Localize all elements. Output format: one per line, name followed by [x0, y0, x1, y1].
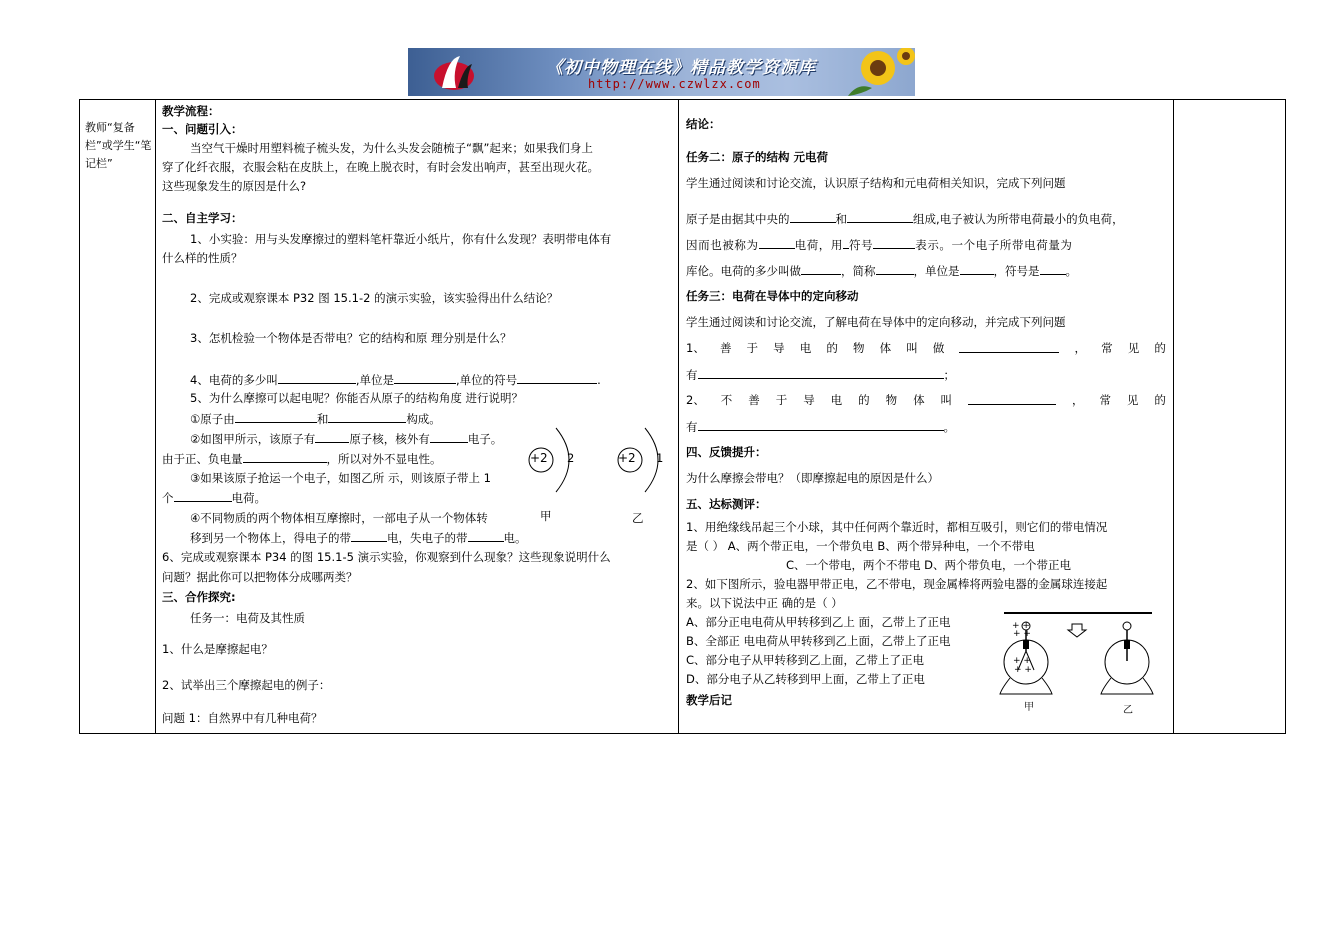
figure-label-b: 乙: [1123, 705, 1133, 716]
insulator-question: [686, 392, 1166, 408]
text: 库伦。电荷的多少叫做: [686, 264, 801, 278]
plus-sign: + +: [1012, 621, 1030, 631]
text: 因而也被称为: [686, 238, 759, 252]
section-1-title: 一、问题引入：: [162, 122, 243, 136]
text: ，: [1074, 341, 1087, 355]
text: 有: [686, 368, 698, 382]
question-5-1: [190, 410, 441, 427]
question-3: 3、怎机检验一个物体是否带电？它的结构和原 理分别是什么？: [190, 331, 512, 345]
text: 和: [316, 412, 329, 426]
task-2-intro: 学生通过阅读和讨论交流，认识原子结构和元电荷相关知识，完成下列问题: [686, 176, 1066, 190]
blank[interactable]: [235, 410, 317, 423]
blank[interactable]: [278, 371, 356, 384]
blank[interactable]: [759, 236, 795, 249]
paragraph: 当空气干燥时用塑料梳子梳头发，为什么头发会随梳子“飘”起来；如果我们身上: [190, 141, 593, 155]
text: 的: [1154, 341, 1166, 355]
text: ,单位的符号: [455, 373, 518, 387]
question-4: 4、电荷的多少叫 ,单位是 ,单位的符号 .: [190, 373, 601, 387]
text: ，单位是: [913, 264, 960, 278]
text: 体: [879, 341, 892, 355]
electroscope-b-ball: [1123, 622, 1131, 630]
text: 电荷，用: [794, 238, 844, 252]
text: 2、: [686, 393, 705, 407]
conductor-question: [686, 340, 1166, 356]
coop-q1: 1、什么是摩擦起电？: [162, 642, 273, 656]
question-5-3-cont: [162, 489, 266, 506]
text: 的: [1154, 393, 1166, 407]
atom-b-charge: +2: [618, 451, 636, 465]
text: 常: [1099, 393, 1111, 407]
task-1: 任务一：电荷及其性质: [190, 611, 305, 625]
blank[interactable]: [174, 489, 232, 502]
atom-question-line-3: [686, 262, 1077, 279]
text: 于: [775, 393, 788, 407]
flow-heading: 教学流程：: [162, 104, 220, 118]
logo-icon: [430, 52, 480, 94]
arrow-down-icon: [1068, 624, 1086, 637]
atom-question-line-2: [686, 236, 1073, 253]
blank[interactable]: [960, 262, 994, 275]
feedback-question: 为什么摩擦会带电？（即摩擦起电的原因是什么）: [686, 471, 939, 485]
task-3-intro: 学生通过阅读和讨论交流，了解电荷在导体中的定向移动，并完成下列问题: [686, 315, 1066, 329]
blank[interactable]: [394, 371, 456, 384]
side-note: 教师“复备栏”或学生“笔记栏”: [85, 121, 152, 170]
text: 电子。: [467, 432, 503, 446]
electroscope-figure: [998, 606, 1158, 716]
text: 于: [746, 341, 759, 355]
exercise-2: 2、如下图所示，验电器甲带正电，乙不带电，现金属棒将两验电器的金属球连接起: [686, 577, 1108, 591]
text: 组成,电子被认为所带电荷最小的负电荷，: [913, 212, 1124, 226]
text: 有: [686, 420, 698, 434]
atom-b-label: 乙: [632, 511, 644, 525]
question-6-cont: 问题？据此你可以把物体分成哪两类？: [162, 570, 358, 584]
text: ②如图甲所示，该原子有: [190, 432, 316, 446]
text: 电荷。: [231, 491, 266, 505]
option-d: D、部分电子从乙转移到甲上面，乙带上了正电: [686, 672, 925, 686]
text: 由于正、负电量: [162, 452, 243, 466]
atom-a-label: 甲: [540, 509, 552, 523]
question-5-4: ④不同物质的两个物体相互摩擦时，一部电子从一个物体转: [190, 511, 488, 525]
blank[interactable]: [959, 340, 1059, 353]
section-5-title: 五、达标测评：: [686, 497, 767, 511]
text: 原子核，核外有: [349, 432, 430, 446]
option-b: B、全部正 电电荷从甲转移到乙上面，乙带上了正电: [686, 634, 951, 648]
insulator-examples: [686, 418, 955, 435]
text: ，所以对外不显电性。: [326, 452, 442, 466]
text: ，简称: [841, 264, 876, 278]
blank[interactable]: [876, 262, 914, 275]
text: ，符号是: [993, 264, 1040, 278]
coop-q3: 问题 1：自然界中有几种电荷？: [162, 711, 323, 725]
question-5: 5、为什么摩擦可以起电呢？你能否从原子的结构角度 进行说明？: [190, 391, 523, 405]
blank[interactable]: [468, 529, 504, 542]
atom-a-electrons: 2: [567, 451, 575, 465]
question-6: 6、完成或观察课本 P34 的图 15.1-5 演示实验，你观察到什么现象？这些现象说明什么: [162, 550, 611, 564]
exercise-1: 1、用绝缘线吊起三个小球，其中任何两个靠近时，都相互吸引，则它们的带电情况: [686, 520, 1108, 534]
conclusion: 结论：: [686, 117, 721, 131]
text: 表示。一个电子所带电荷量为: [915, 238, 1073, 252]
header-banner: [408, 48, 915, 96]
atom-question-line-1: [686, 210, 1124, 227]
blank[interactable]: [517, 371, 597, 384]
text: 导: [773, 341, 785, 355]
text: 见: [1126, 393, 1139, 407]
text: ,单位是: [355, 373, 394, 387]
afterword-title: 教学后记: [686, 693, 732, 707]
text: 善: [719, 341, 732, 355]
blank[interactable]: [847, 210, 913, 223]
text: 叫: [906, 341, 918, 355]
section-3-title: 三、合作探究:: [162, 590, 236, 604]
plus-sign: + +: [1013, 656, 1031, 666]
text: 的: [858, 393, 870, 407]
option-c: C、部分电子从甲转移到乙上面，乙带上了正电: [686, 653, 925, 667]
blank[interactable]: [801, 262, 841, 275]
task-2-title: 任务二：原子的结构 元电荷: [686, 150, 829, 164]
coop-q2: 2、试举出三个摩擦起电的例子：: [162, 678, 331, 692]
text: 构成。: [406, 412, 441, 426]
text: 电。: [503, 531, 527, 545]
text: 体: [913, 393, 925, 407]
plus-sign: + +: [1013, 629, 1031, 639]
question-5-2: [190, 430, 502, 447]
blank[interactable]: [1040, 262, 1066, 275]
plus-sign: + +: [1014, 665, 1032, 675]
text: 叫: [940, 393, 953, 407]
text: ，: [1071, 393, 1084, 407]
conductor-examples: [686, 366, 955, 383]
blank[interactable]: [243, 450, 327, 463]
text: 原子是由据其中央的: [686, 212, 790, 226]
text: 物: [885, 393, 898, 407]
question-5-4-cont: [190, 529, 527, 546]
text: 4、电荷的多少叫: [190, 373, 278, 387]
blank[interactable]: [698, 418, 944, 431]
text: 和: [835, 212, 847, 226]
text: ；: [943, 368, 955, 382]
text: 善: [748, 393, 760, 407]
exercise-1-options-a: 是（ ） A、两个带正电，一个带负电 B、两个带异种电，一个不带电: [686, 539, 1035, 553]
blank[interactable]: [351, 529, 387, 542]
question-1: 1、小实验：用与头发摩擦过的塑料笔杆靠近小纸片，你有什么发现？表明带电体有: [190, 232, 612, 246]
electroscope-b-plug: [1124, 640, 1130, 649]
blank[interactable]: [790, 210, 836, 223]
text: 不: [720, 393, 733, 407]
text: 移到另一个物体上，得电子的带: [190, 531, 351, 545]
blank[interactable]: [315, 430, 349, 443]
column-divider: [678, 100, 679, 733]
banner-url: http://www.czwlzx.com: [588, 77, 761, 91]
question-1-cont: 什么样的性质？: [162, 251, 243, 265]
blank[interactable]: [328, 410, 406, 423]
text: 物: [852, 341, 865, 355]
exercise-2-cont: 来。以下说法中正 确的是（ ）: [686, 596, 843, 610]
text: 常: [1101, 341, 1113, 355]
column-divider: [1173, 100, 1174, 733]
question-5-3: ③如果该原子抢运一个电子，如图乙所 示，则该原子带上 1: [190, 471, 491, 485]
text: 见: [1127, 341, 1140, 355]
electroscope-a-base: [1000, 678, 1052, 694]
sunflower-icon: [828, 48, 915, 96]
text: 电: [830, 393, 843, 407]
blank[interactable]: [430, 430, 468, 443]
text: 。: [943, 420, 955, 434]
electroscope-a-plug: [1023, 640, 1029, 649]
text: 电: [799, 341, 812, 355]
figure-label-a: 甲: [1024, 702, 1034, 713]
text: 的: [826, 341, 838, 355]
banner-title: 《初中物理在线》精品教学资源库: [546, 58, 816, 78]
question-2: 2、完成或观察课本 P32 图 15.1-2 的演示实验，该实验得出什么结论？: [190, 291, 559, 305]
electroscope-b-base: [1101, 678, 1153, 694]
section-2-title: 二、自主学习：: [162, 211, 243, 225]
lesson-table: [79, 99, 1286, 734]
task-3-title: 任务三：电荷在导体中的定向移动: [686, 289, 859, 303]
text: 。: [1065, 264, 1077, 278]
blank[interactable]: [968, 392, 1056, 405]
section-4-title: 四、反馈提升：: [686, 445, 767, 459]
blank[interactable]: [698, 366, 944, 379]
atom-diagram: [520, 425, 675, 520]
exercise-1-options-b: C、一个带电，两个不带电 D、两个带负电，一个带正电: [786, 558, 1072, 572]
paragraph: 这些现象发生的原因是什么?: [162, 179, 307, 193]
text: 个: [162, 491, 174, 505]
atom-a-charge: +2: [530, 451, 548, 465]
column-divider: [155, 100, 156, 733]
text: 符号: [849, 238, 874, 252]
text: 导: [803, 393, 815, 407]
question-5-2-cont: [162, 450, 442, 467]
atom-b-electrons: 1: [656, 451, 664, 465]
paragraph: 穿了化纤衣服，衣服会粘在皮肤上，在晚上脱衣时，有时会发出响声，甚至出现火花。: [162, 160, 599, 174]
text: 电，失电子的带: [387, 531, 468, 545]
blank[interactable]: [873, 236, 915, 249]
option-a: A、部分正电电荷从甲转移到乙上 面，乙带上了正电: [686, 615, 951, 629]
text: ①原子由: [190, 412, 235, 426]
text: 做: [932, 341, 945, 355]
text: 1、: [686, 341, 705, 355]
